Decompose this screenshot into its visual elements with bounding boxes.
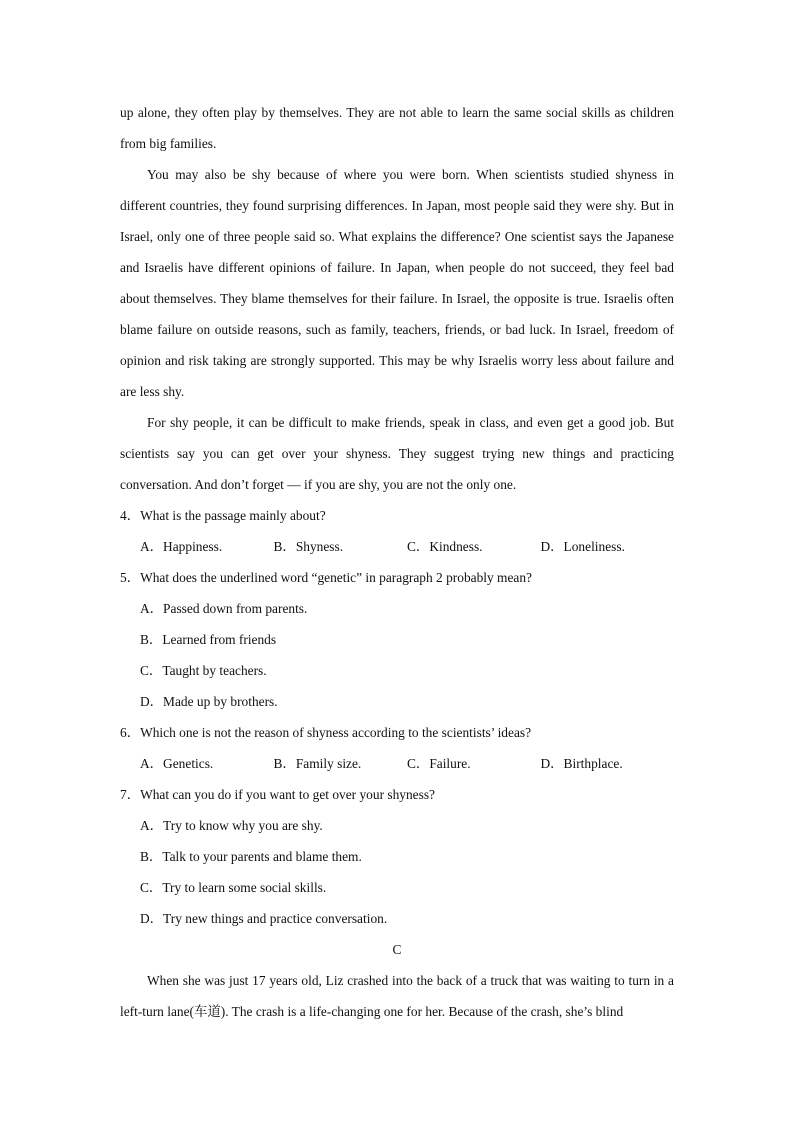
option-c: C．Failure. (407, 756, 471, 771)
option-a: A．Genetics. (140, 756, 214, 771)
option-b: B．Learned from friends (140, 632, 277, 647)
question-4 (120, 500, 674, 562)
option-b: B．Talk to your parents and blame them. (140, 849, 362, 864)
question-stem: 4．What is the passage mainly about? (120, 508, 326, 523)
option-a: A．Passed down from parents. (140, 601, 308, 616)
section-heading: C (392, 942, 402, 957)
option-d: D．Try new things and practice conversation. (140, 911, 388, 926)
option-a: A．Happiness. (140, 539, 223, 554)
document-page (120, 97, 674, 1027)
option-a: A．Try to know why you are shy. (140, 818, 323, 833)
option-row (120, 748, 674, 779)
question-7 (120, 779, 674, 934)
passage-paragraph-conclusion: For shy people, it can be difficult to make friends, speak in class, and even get a good job. But scientists say you can get over your shyness. They suggest trying new things and practicing conversation. And don’t forget — if you are shy, you are not the only one. (120, 415, 674, 492)
option-b: B．Family size. (273, 756, 362, 771)
question-6 (120, 717, 674, 779)
option-d: D．Made up by brothers. (140, 694, 278, 709)
question-stem: 7．What can you do if you want to get over your shyness? (120, 787, 435, 802)
question-stem: 5．What does the underlined word “genetic” in paragraph 2 probably mean? (120, 570, 532, 585)
option-d: D．Loneliness. (540, 539, 625, 554)
option-b: B．Shyness. (273, 539, 344, 554)
option-d: D．Birthplace. (540, 756, 623, 771)
option-row (120, 531, 674, 562)
question-5 (120, 562, 674, 717)
option-c: C．Try to learn some social skills. (140, 880, 327, 895)
passage-paragraph-continuation: up alone, they often play by themselves. They are not able to learn the same social skills as children from big families. (120, 105, 674, 151)
option-c: C．Kindness. (407, 539, 483, 554)
passage-paragraph-birthplace: You may also be shy because of where you were born. When scientists studied shyness in different countries, they found surprising differences. In Japan, most people said they were shy. But in Israel, only one of three people said so. What explains the difference? One scientist says the Japanese and Israelis have different opinions of failure. In Japan, when people do not succeed, they feel bad about themselves. They blame themselves for their failure. In Israel, the opposite is true. Israelis often blame failure on outside reasons, such as family, teachers, friends, or bad luck. In Israel, freedom of opinion and risk taking are strongly supported. This may be why Israelis worry less about failure and are less shy. (120, 167, 674, 399)
option-c: C．Taught by teachers. (140, 663, 267, 678)
passage-c-paragraph: When she was just 17 years old, Liz crashed into the back of a truck that was waiting to turn in a left-turn lane(车道). The crash is a life-changing one for her. Because of the crash, she’s blind (120, 973, 674, 1019)
question-stem: 6．Which one is not the reason of shyness according to the scientists’ ideas? (120, 725, 532, 740)
